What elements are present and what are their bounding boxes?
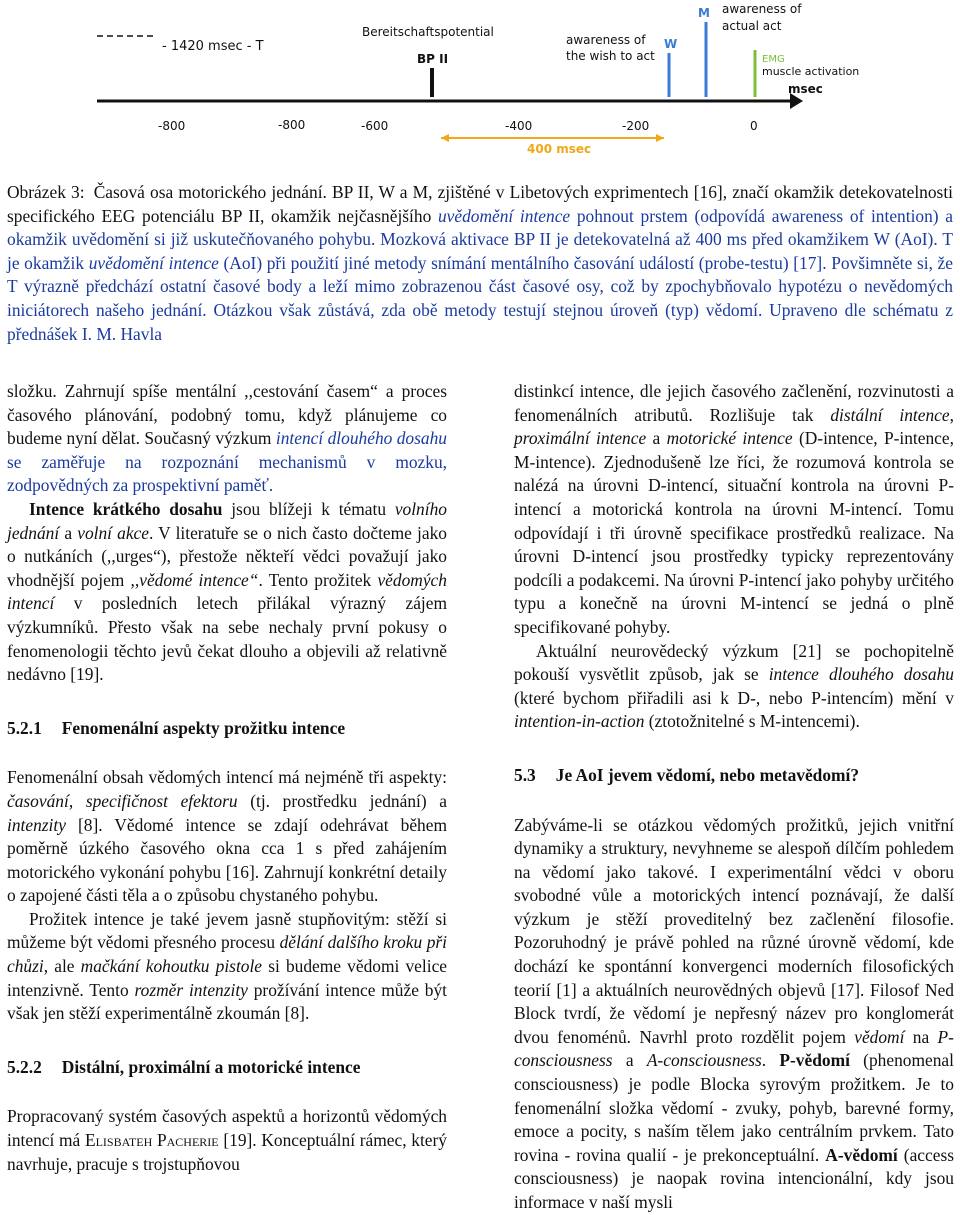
- text: a: [652, 428, 661, 449]
- caption-label: Obrázek 3:: [7, 182, 85, 202]
- tick-label-1: -800: [158, 119, 186, 133]
- section-number: 5.2.1: [7, 717, 42, 738]
- t-marker-label: - 1420 msec - T: [162, 39, 264, 54]
- bereitschaft-label: Bereitschaftspotential: [362, 25, 494, 39]
- section-heading: [7, 1056, 447, 1080]
- emph: intenzity: [7, 814, 66, 835]
- section-heading: [7, 717, 447, 741]
- emph: volní akce: [77, 522, 149, 543]
- text: [8]. Vědomé intence se zdají odehrávat během poměrně úzkého časového okna cca 1 s před zahájením motorického vykonání pohybu [16]. Zahrnují konkrétní detaily o zapojené části těla a o způsobu chystaného pohybu.: [7, 814, 447, 906]
- text: Aktuální neurovědecký výzkum [21] se pochopitelně pokouší vysvětlit způsob, jak se: [514, 640, 954, 685]
- text: na: [912, 1026, 930, 1047]
- paragraph: [7, 380, 447, 498]
- emph: vědomí: [854, 1026, 905, 1047]
- range-arrow-right: [656, 134, 664, 142]
- timeline-diagram: [0, 0, 960, 170]
- axis-unit-label: msec: [788, 82, 823, 96]
- emg-label: EMG: [762, 54, 785, 65]
- bp-label: BP II: [417, 52, 449, 66]
- text: Prožitek intence je také jevem jasně stupňovitým: stěží si můžeme být vědomi přesného procesu: [7, 908, 447, 953]
- text: .: [761, 1050, 767, 1071]
- emph: specifičnost efektoru: [85, 790, 238, 811]
- text: jsou blížeji k tématu: [231, 498, 387, 519]
- paragraph: [7, 766, 447, 908]
- paragraph: [7, 908, 447, 1026]
- text: prožívání intence může být však jen stěží experimentálně zkoumán [8].: [7, 979, 447, 1024]
- text: . V literatuře se o nich často dočteme jako o nutkáních (,,urges“), přestože někteří vědci považují jako vhodnější pojem: [7, 522, 447, 590]
- left-column: [7, 380, 447, 1176]
- caption-text: (AoI) při použití jiné metody snímání mentálního časování událostí (probe-testu) [17]. Povšimněte si, že T výrazně předchází ostatní časové body a leží mimo zobrazenou část časové osy, což by zpochybňovalo hypotézu o nevědomých iniciátorech našeho jednání. Otázkou však zůstává, zda obě metody testují stejnou úroveň (typ) vědomí. Upraveno dle schématu z přednášek I. M. Havla: [7, 252, 953, 344]
- bold-term: P-vědomí: [779, 1050, 850, 1071]
- range-label: 400 msec: [527, 142, 592, 156]
- right-column: [514, 380, 954, 1215]
- paragraph: [514, 380, 954, 640]
- text: ,: [68, 790, 74, 811]
- text: se zaměřuje na rozpoznání mechanismů v mozku, zodpovědných za prospektivní paměť.: [7, 451, 447, 496]
- paragraph: [7, 498, 447, 687]
- text: (které bychom přiřadili asi k D-, nebo P-intencím) mění v: [514, 687, 954, 708]
- section-number: 5.2.2: [7, 1056, 42, 1077]
- text: (tj. prostředku jednání) a: [250, 790, 447, 811]
- text: a: [64, 522, 73, 543]
- paragraph: [514, 640, 954, 734]
- m-label: M: [698, 6, 710, 20]
- paragraph: [514, 814, 954, 1215]
- emph: volního jednání: [7, 498, 447, 543]
- awareness-act-line2: actual act: [722, 19, 782, 33]
- bold-term: A-vědomí: [825, 1144, 898, 1165]
- text: [19]. Konceptuální rámec, který navrhuje, pracuje s trojstupňovou: [7, 1130, 447, 1174]
- tick-label-4: -400: [505, 119, 533, 133]
- awareness-wish-line1: awareness of: [566, 33, 646, 47]
- text: složku. Zahrnují spíše mentální ,,cestování časem“ a proces časového plánování, podobný tomu, když plánujeme co budeme nyní dělat. Současný výzkum: [7, 381, 447, 449]
- caption-text: pohnout prstem (odpovídá awareness of intention) a okamžik uvědomění si již uskutečňovaného pohybu. Mozková aktivace BP II je detekovatelná až 400 ms před okamžikem W (AoI). T je okamžik: [7, 205, 953, 273]
- paragraph: [7, 1105, 447, 1176]
- emph: P-consciousness: [514, 1026, 954, 1071]
- section-heading: [514, 764, 954, 788]
- bold-term: Intence krátkého dosahu: [29, 498, 223, 519]
- range-arrow-left: [441, 134, 449, 142]
- emph: intence dlouhého dosahu: [768, 664, 955, 685]
- text: (phenomenal consciousness) je podle Blocka syrovým prožitkem. Je to fenomenální složka vědomí - zvuky, pohyb, barevné formy, emoce a pocity, s naším tělem jako centrálním prvkem. Tato rovina - rovina qualií - je prekonceptuální.: [514, 1050, 954, 1165]
- text: Propracovaný systém časových aspektů a horizontů vědomých intencí má: [7, 1106, 447, 1151]
- text: , ale: [43, 956, 75, 977]
- tick-label-6: 0: [750, 119, 758, 133]
- tick-label-2: -800: [278, 118, 306, 132]
- text: . Tento prožitek: [258, 569, 372, 590]
- section-title: Distální, proximální a motorické intence: [61, 1056, 361, 1077]
- text: ,: [949, 404, 954, 425]
- emph: časování: [7, 790, 69, 811]
- emph: vědomých intencí: [7, 569, 447, 614]
- emph: intention-in-action: [514, 711, 645, 732]
- tick-label-3: -600: [361, 119, 389, 133]
- text: distinkcí intence, dle jejich časového začlenění, rozvinutosti a fenomenálních atributů. Rozlišuje tak: [514, 381, 954, 425]
- text: (access consciousness) je naopak rovina intencionální, kdy jsou informace v naší mysli: [514, 1144, 954, 1212]
- tick-label-5: -200: [622, 119, 650, 133]
- emph: A-consciousness: [646, 1050, 762, 1071]
- text: (D-intence, P-intence, M-intence). Zjednodušeně lze říci, že rozumová kontrola se nalézá na úrovni D-intencí, situační kontrola na úrovni P-intencí a motorická kontrola na úrovni M-intencí. Tomu odpovídají i tři úrovně specifikace prostředků realizace. Na úrovni D-intencí jsou prostředky typicky reprezentovány podcíli a podakcemi. Na úrovni P-intencí jako pohyby určitého typu a konečně na úrovni M-intencí se jedná o plně specifikované pohyby.: [514, 428, 954, 637]
- emph: rozměr intenzity: [134, 979, 248, 1000]
- section-number: 5.3: [514, 764, 536, 785]
- emph: mačkání kohoutku pistole: [80, 956, 263, 977]
- text: a: [625, 1050, 634, 1071]
- emph: distální intence: [830, 404, 950, 425]
- emph: motorické intence: [666, 428, 793, 449]
- caption-emph: uvědomění intence: [437, 205, 571, 226]
- emph: dělání dalšího kroku při chůzi: [7, 932, 447, 977]
- section-title: Je AoI jevem vědomí, nebo metavědomí?: [555, 764, 860, 785]
- text: Fenomenální obsah vědomých intencí má nejméně tři aspekty:: [7, 767, 447, 788]
- caption-emph: uvědomění intence: [88, 252, 219, 273]
- caption-text: Časová osa motorického jednání. BP II, W a M, zjištěné v Libetových exprimentech [16], značí okamžik detekovatelnosti specifického EEG potenciálu BP II, okamžik nejčasnějšího: [7, 182, 953, 226]
- text: v posledních letech přilákal výrazný zájem výzkumníků. Přesto však na sebe nechaly první pokusy o fenomenologii těchto jevů čekat dlouho a objevili až relativně nedávno [19].: [7, 593, 447, 685]
- text: (ztotožnitelné s M-intencemi).: [648, 711, 860, 732]
- emph: proximální intence: [514, 428, 647, 449]
- w-label: W: [664, 37, 678, 51]
- emph: intencí dlouhého dosahu: [275, 428, 447, 449]
- awareness-wish-line2: the wish to act: [566, 49, 655, 63]
- text: Zabýváme-li se otázkou vědomých prožitků, jejich vnitřní dynamiky a struktury, nevyhneme se alespoň dílčím pohledem na vědomí jako takové. I experimentální vědci v oboru svobodné vůle a motorických intencí poznávají, že další výzkum je stěží proveditelný bez začlenění filosofie. Pozoruhodný je právě pohled na různé úrovně vědomí, kde dochází ke spontánní konvergenci moderních filosofických teorií [1] a aktuálních neurovědných objevů [17]. Filosof Ned Block tvrdí, že vědomí je nepřesný název pro konglomerát dvou fenoménů. Navrhl proto rozdělit pojem: [514, 814, 954, 1047]
- section-title: Fenomenální aspekty prožitku intence: [61, 717, 346, 738]
- awareness-act-line1: awareness of: [722, 2, 802, 16]
- emph: ,,vědomé intence“: [130, 569, 259, 590]
- figure-caption: [7, 181, 953, 346]
- text: si budeme vědomi velice intenzivně. Tento: [7, 956, 448, 1000]
- author-name: Elisbateh Pacherie: [84, 1130, 219, 1151]
- emg-sub-label: muscle activation: [762, 65, 860, 78]
